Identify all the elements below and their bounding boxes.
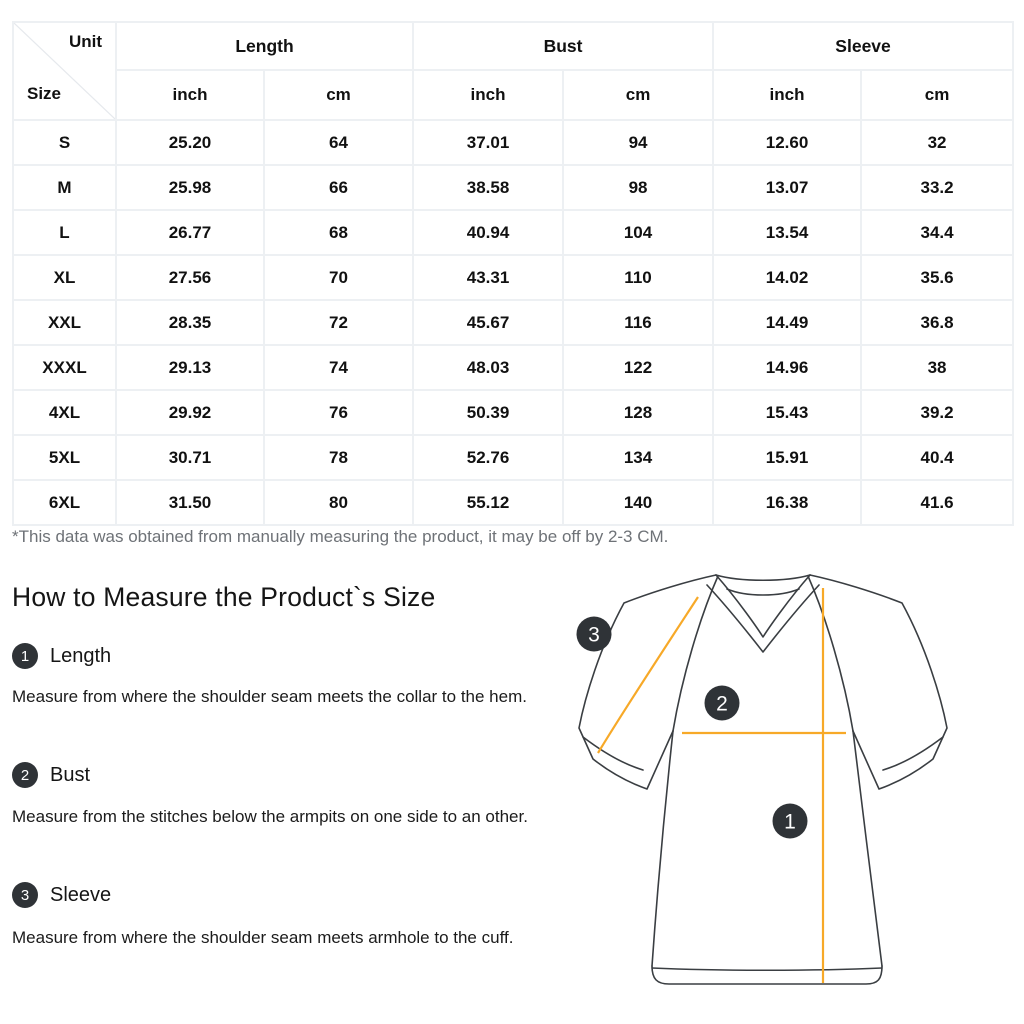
howto-desc-bust: Measure from the stitches below the armpits on one side to an other. <box>12 807 528 826</box>
marker-1 <box>773 804 808 839</box>
value-cell: 134 <box>563 435 713 480</box>
value-cell: 14.96 <box>713 345 861 390</box>
howto-item-length <box>12 643 111 669</box>
body-left-side <box>652 731 673 966</box>
howto-item-sleeve <box>12 882 111 908</box>
value-cell: 36.8 <box>861 300 1013 345</box>
value-cell: 38 <box>861 345 1013 390</box>
value-cell: 76 <box>264 390 413 435</box>
size-cell: M <box>13 165 116 210</box>
value-cell: 39.2 <box>861 390 1013 435</box>
value-cell: 52.76 <box>413 435 563 480</box>
left-sleeve-outline <box>579 575 716 789</box>
size-cell: 6XL <box>13 480 116 525</box>
table-row <box>13 300 1013 345</box>
table-row <box>13 210 1013 255</box>
value-cell: 12.60 <box>713 120 861 165</box>
marker-1-number: 1 <box>784 810 796 834</box>
value-cell: 32 <box>861 120 1013 165</box>
value-cell: 40.4 <box>861 435 1013 480</box>
column-group-bust: Bust <box>413 22 713 70</box>
value-cell: 116 <box>563 300 713 345</box>
value-cell: 72 <box>264 300 413 345</box>
value-cell: 25.20 <box>116 120 264 165</box>
size-cell: S <box>13 120 116 165</box>
step-1-badge: 1 <box>12 643 38 669</box>
corner-size-label: Size <box>27 84 62 103</box>
value-cell: 68 <box>264 210 413 255</box>
howto-item-label: Bust <box>50 763 91 786</box>
hem-seam <box>652 968 882 970</box>
value-cell: 27.56 <box>116 255 264 300</box>
value-cell: 29.13 <box>116 345 264 390</box>
value-cell: 48.03 <box>413 345 563 390</box>
body-right-side <box>853 731 882 966</box>
size-cell: XXXL <box>13 345 116 390</box>
value-cell: 30.71 <box>116 435 264 480</box>
size-cell: 4XL <box>13 390 116 435</box>
shirt-diagram <box>560 555 1020 1024</box>
sleeve-measure-line <box>598 597 698 753</box>
subheader-bust-inch: inch <box>413 70 563 120</box>
value-cell: 104 <box>563 210 713 255</box>
value-cell: 28.35 <box>116 300 264 345</box>
subheader-sleeve-inch: inch <box>713 70 861 120</box>
step-3-badge: 3 <box>12 882 38 908</box>
value-cell: 38.58 <box>413 165 563 210</box>
table-row <box>13 345 1013 390</box>
value-cell: 45.67 <box>413 300 563 345</box>
subheader-length-cm: cm <box>264 70 413 120</box>
table-row <box>13 255 1013 300</box>
value-cell: 34.4 <box>861 210 1013 255</box>
value-cell: 14.02 <box>713 255 861 300</box>
value-cell: 13.54 <box>713 210 861 255</box>
value-cell: 41.6 <box>861 480 1013 525</box>
value-cell: 64 <box>264 120 413 165</box>
howto-title: How to Measure the Product`s Size <box>12 582 436 612</box>
corner-unit-label: Unit <box>68 32 102 51</box>
right-cuff-seam <box>883 737 943 770</box>
right-raglan-seam <box>808 576 853 731</box>
value-cell: 128 <box>563 390 713 435</box>
value-cell: 15.43 <box>713 390 861 435</box>
value-cell: 16.38 <box>713 480 861 525</box>
marker-2 <box>705 686 740 721</box>
subheader-length-inch: inch <box>116 70 264 120</box>
size-table-body <box>13 120 1013 525</box>
value-cell: 40.94 <box>413 210 563 255</box>
howto-item-bust <box>12 762 90 788</box>
value-cell: 33.2 <box>861 165 1013 210</box>
value-cell: 50.39 <box>413 390 563 435</box>
value-cell: 55.12 <box>413 480 563 525</box>
collar-back-line <box>727 589 799 595</box>
marker-3-number: 3 <box>588 623 600 647</box>
marker-2-number: 2 <box>716 692 728 716</box>
column-group-sleeve: Sleeve <box>713 22 1013 70</box>
value-cell: 110 <box>563 255 713 300</box>
table-row <box>13 435 1013 480</box>
size-cell: XL <box>13 255 116 300</box>
value-cell: 35.6 <box>861 255 1013 300</box>
value-cell: 14.49 <box>713 300 861 345</box>
value-cell: 78 <box>264 435 413 480</box>
value-cell: 122 <box>563 345 713 390</box>
value-cell: 70 <box>264 255 413 300</box>
value-cell: 43.31 <box>413 255 563 300</box>
value-cell: 31.50 <box>116 480 264 525</box>
column-group-length: Length <box>116 22 413 70</box>
value-cell: 94 <box>563 120 713 165</box>
table-row <box>13 165 1013 210</box>
howto-item-label: Sleeve <box>50 883 112 906</box>
value-cell: 15.91 <box>713 435 861 480</box>
table-row <box>13 120 1013 165</box>
tshirt-illustration <box>560 555 1020 1024</box>
value-cell: 13.07 <box>713 165 861 210</box>
size-chart-table <box>12 21 1012 526</box>
value-cell: 29.92 <box>116 390 264 435</box>
unit-size-corner-cell <box>13 22 116 120</box>
left-cuff-seam <box>583 737 643 770</box>
howto-desc-sleeve: Measure from where the shoulder seam meets armhole to the cuff. <box>12 928 514 947</box>
value-cell: 80 <box>264 480 413 525</box>
howto-item-label: Length <box>50 644 112 667</box>
step-2-badge: 2 <box>12 762 38 788</box>
subheader-sleeve-cm: cm <box>861 70 1013 120</box>
vneck-inner <box>716 575 810 637</box>
size-cell: 5XL <box>13 435 116 480</box>
collar-top-edge <box>716 575 810 580</box>
measurement-disclaimer: *This data was obtained from manually measuring the product, it may be off by 2-3 CM. <box>12 527 669 546</box>
value-cell: 25.98 <box>116 165 264 210</box>
size-cell: XXL <box>13 300 116 345</box>
table-row <box>13 390 1013 435</box>
marker-3 <box>577 617 612 652</box>
value-cell: 26.77 <box>116 210 264 255</box>
value-cell: 74 <box>264 345 413 390</box>
subheader-bust-cm: cm <box>563 70 713 120</box>
howto-desc-length: Measure from where the shoulder seam meets the collar to the hem. <box>12 687 527 706</box>
value-cell: 140 <box>563 480 713 525</box>
value-cell: 66 <box>264 165 413 210</box>
right-sleeve-outline <box>810 575 947 789</box>
size-cell: L <box>13 210 116 255</box>
table-row <box>13 480 1013 525</box>
value-cell: 98 <box>563 165 713 210</box>
value-cell: 37.01 <box>413 120 563 165</box>
